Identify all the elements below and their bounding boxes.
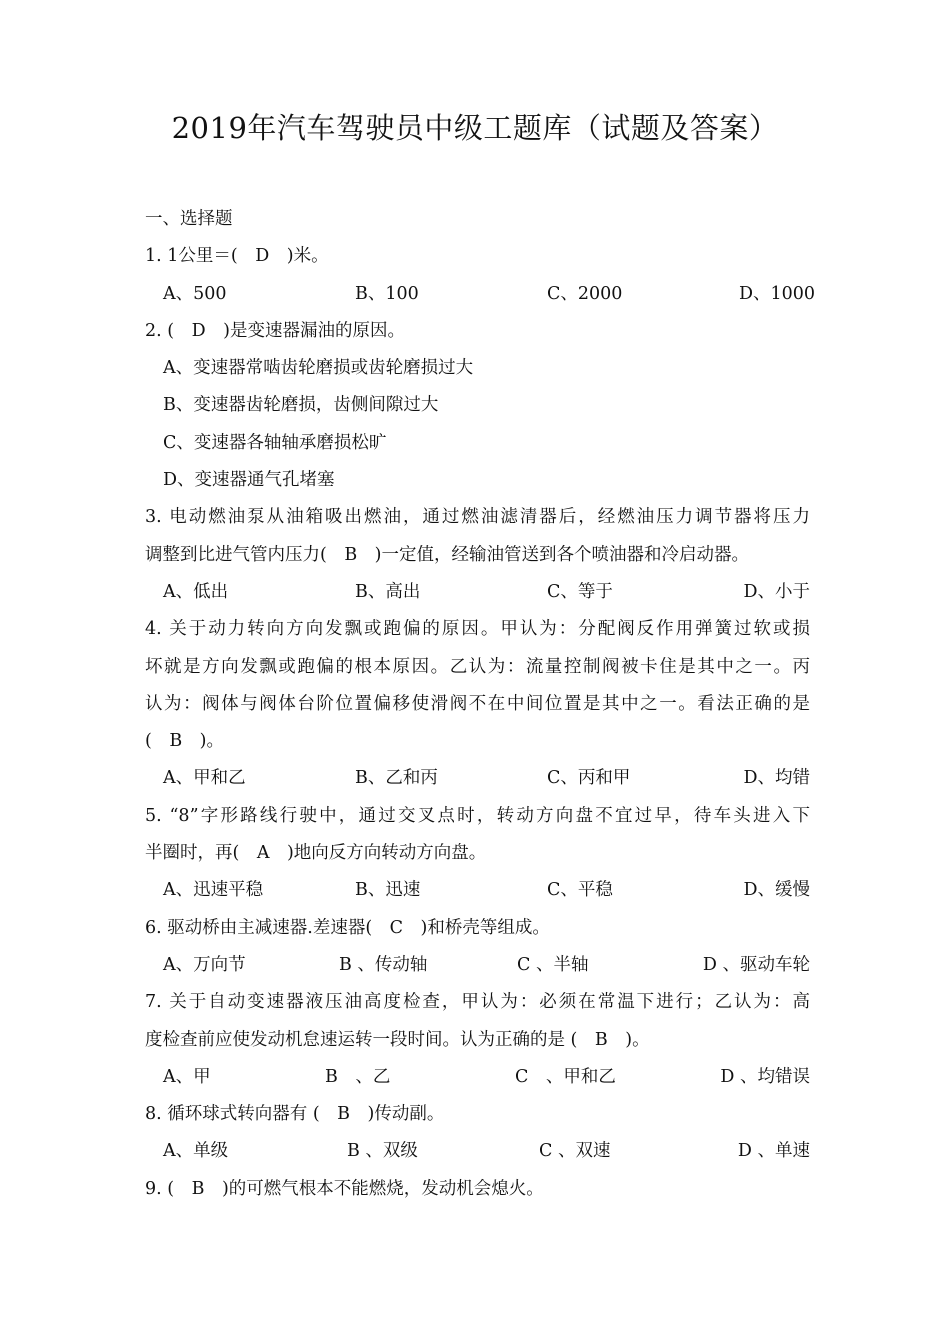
option-c: C、平稳 bbox=[547, 880, 613, 901]
question-1 bbox=[145, 238, 816, 313]
question-stem: 2. ( D )是变速器漏油的原因。 bbox=[145, 320, 405, 341]
option-b: B 、传动轴 bbox=[339, 954, 428, 975]
question-8 bbox=[145, 1096, 810, 1171]
options-row bbox=[163, 1059, 810, 1096]
option-c: C、丙和甲 bbox=[547, 768, 631, 789]
option-d: D 、均错误 bbox=[720, 1066, 810, 1087]
question-stem-line: 度检查前应使发动机怠速运转一段时间。认为正确的是 ( B )。 bbox=[145, 1029, 650, 1050]
question-5 bbox=[145, 798, 810, 910]
option-b: B 、乙 bbox=[325, 1066, 391, 1087]
question-stem-line: 认为：阀体与阀体台阶位置偏移使滑阀不在中间位置是其中之一。看法正确的是 bbox=[145, 693, 810, 714]
question-stem-line: 坏就是方向发飘或跑偏的根本原因。乙认为：流量控制阀被卡住是其中之一。丙 bbox=[145, 656, 810, 677]
question-stem: 6. 驱动桥由主减速器.差速器( C )和桥壳等组成。 bbox=[145, 917, 550, 938]
option-b: B、100 bbox=[355, 283, 419, 304]
option-a: A、变速器常啮齿轮磨损或齿轮磨损过大 bbox=[163, 358, 474, 379]
option-a: A、甲和乙 bbox=[163, 768, 246, 789]
question-stem-line: 3. 电动燃油泵从油箱吸出燃油，通过燃油滤清器后，经燃油压力调节器将压力 bbox=[145, 507, 810, 528]
option-a: A、甲 bbox=[163, 1066, 211, 1087]
question-4 bbox=[145, 611, 810, 797]
question-stem: 9. ( B )的可燃气根本不能燃烧，发动机会熄火。 bbox=[145, 1178, 544, 1199]
option-b: B、变速器齿轮磨损，齿侧间隙过大 bbox=[163, 395, 439, 416]
question-6 bbox=[145, 910, 810, 985]
option-b: B、迅速 bbox=[355, 880, 421, 901]
option-d: D 、单速 bbox=[737, 1141, 810, 1162]
option-d: D、1000 bbox=[739, 283, 816, 304]
option-d: D、均错 bbox=[743, 768, 810, 789]
option-a: A、500 bbox=[163, 283, 227, 304]
option-c: C、等于 bbox=[547, 581, 613, 602]
question-stem: 1. 1公里＝( D )米。 bbox=[145, 246, 329, 267]
options-row bbox=[163, 872, 810, 909]
options-row bbox=[163, 1133, 810, 1170]
option-a: A、迅速平稳 bbox=[163, 880, 264, 901]
options-row bbox=[163, 276, 816, 313]
question-9 bbox=[145, 1171, 810, 1208]
option-d: D、变速器通气孔堵塞 bbox=[163, 470, 335, 491]
option-d: D、小于 bbox=[743, 581, 810, 602]
question-stem-line: 7. 关于自动变速器液压油高度检查，甲认为：必须在常温下进行；乙认为：高 bbox=[145, 992, 810, 1013]
option-c: C、变速器各轴轴承磨损松旷 bbox=[163, 432, 387, 453]
section-heading: 一、选择题 bbox=[145, 209, 233, 229]
option-b: B、高出 bbox=[355, 581, 421, 602]
question-stem: 8. 循环球式转向器有 ( B )传动副。 bbox=[145, 1104, 445, 1125]
option-a: A、单级 bbox=[163, 1141, 229, 1162]
question-list bbox=[145, 201, 816, 1208]
question-stem-line: 4. 关于动力转向方向发飘或跑偏的原因。甲认为：分配阀反作用弹簧过软或损 bbox=[145, 619, 810, 640]
option-c: C、2000 bbox=[547, 283, 623, 304]
option-d: D、缓慢 bbox=[743, 880, 810, 901]
option-b: B 、双级 bbox=[347, 1141, 418, 1162]
options-row bbox=[163, 947, 810, 984]
question-7 bbox=[145, 984, 810, 1096]
option-a: A、低出 bbox=[163, 581, 229, 602]
question-stem-line: 半圈时，再( A )地向反方向转动方向盘。 bbox=[145, 843, 487, 864]
option-c: C 、双速 bbox=[539, 1141, 611, 1162]
question-stem-line: 5. “8”字形路线行驶中，通过交叉点时，转动方向盘不宜过早，待车头进入下 bbox=[145, 805, 810, 826]
options-row bbox=[163, 574, 810, 611]
question-2 bbox=[145, 313, 810, 499]
option-c: C 、甲和乙 bbox=[515, 1066, 616, 1087]
option-d: D 、驱动车轮 bbox=[702, 954, 810, 975]
option-b: B、乙和丙 bbox=[355, 768, 438, 789]
option-c: C 、半轴 bbox=[517, 954, 589, 975]
question-stem-line: 调整到比进气管内压力( B )一定值，经输油管送到各个喷油器和冷启动器。 bbox=[145, 544, 750, 565]
option-a: A、万向节 bbox=[163, 954, 246, 975]
options-row bbox=[163, 760, 810, 797]
document-title: 2019年汽车驾驶员中级工题库（试题及答案） bbox=[171, 111, 779, 145]
question-stem-line: ( B )。 bbox=[145, 731, 225, 752]
question-3 bbox=[145, 499, 810, 611]
